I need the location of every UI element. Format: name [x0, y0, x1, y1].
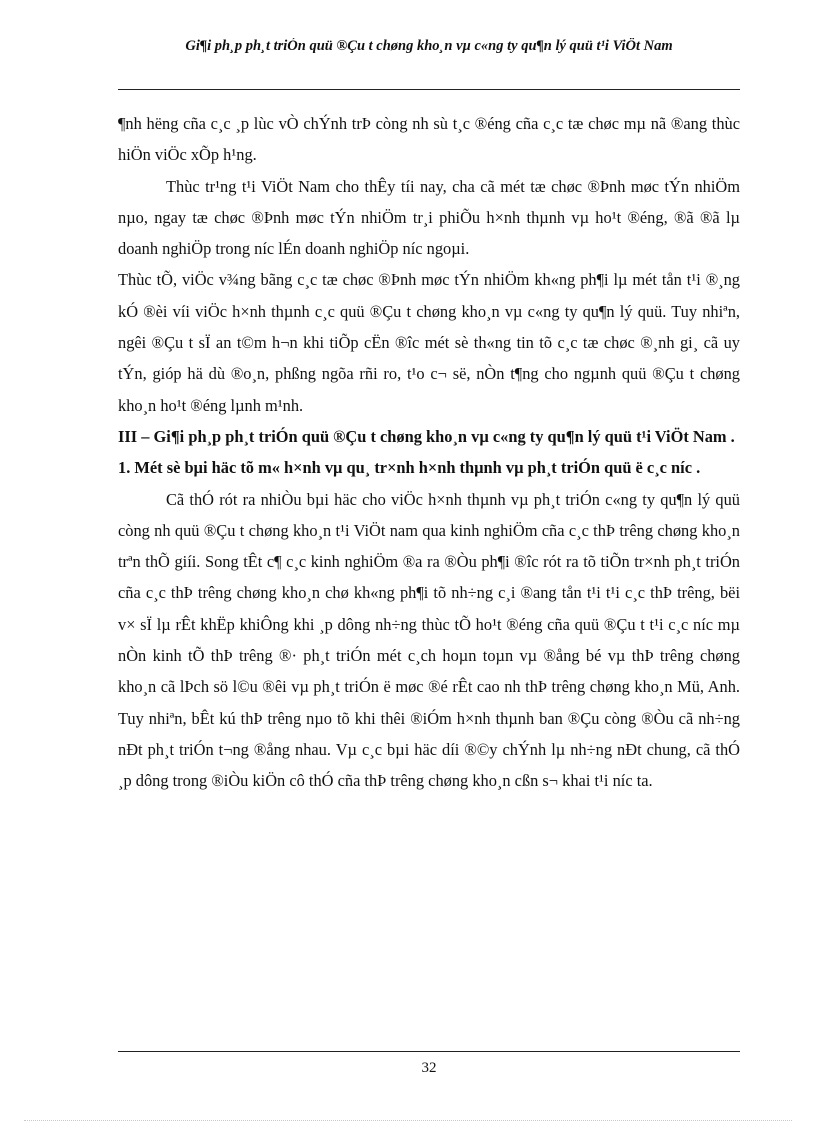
- subsection-heading: 1. Mét sè bµi häc tõ m« h×nh vµ qu¸ tr×nh h×nh thµnh vµ ph¸t triÓn quü ë c¸c níc .: [118, 458, 701, 478]
- running-header: Gi¶i ph¸p ph¸t triÓn quü ®Çu t chøng kho¸n vµ c«ng ty qu¶n lý quü t¹i ViÖt Nam: [185, 38, 673, 54]
- paragraph: ¶nh hëng cña c¸c ¸p lùc vÒ chÝnh trÞ còng nh sù t¸c ®éng cña c¸c tæ chøc mµ nã ®ang thùc hiÖn viÖc xÕp h¹ng.: [118, 114, 740, 165]
- paragraph: Thùc tÕ, viÖc v¾ng bãng c¸c tæ chøc ®Þnh møc tÝn nhiÖm kh«ng ph¶i lµ mét tån t¹i ®¸ng kÓ ®èi víi viÖc h×nh thµnh c¸c quü ®Çu t chøng kho¸n vµ c«ng ty qu¶n lý quü. Tuy nhiªn, ngêi ®Çu t sÏ an t©m h¬n khi tiÕp cËn ®îc mét sè th«ng tin tõ c¸c tæ chøc ®¸nh gi¸ cã uy tÝn, gióp hä dù ®o¸n, phßng ngõa rñi ro, t¹o c¬ së, nÒn t¶ng cho ngµnh quü ®Çu t chøng kho¸n ho¹t ®éng lµnh m¹nh.: [118, 270, 740, 415]
- page-edge-divider: [24, 1120, 792, 1121]
- footer-rule: [118, 1051, 740, 1052]
- section-heading: III – Gi¶i ph¸p ph¸t triÓn quü ®Çu t chøng kho¸n vµ c«ng ty qu¶n lý quü t¹i ViÖt Nam .: [118, 426, 735, 446]
- paragraph: Cã thÓ rót ra nhiÒu bµi häc cho viÖc h×nh thµnh vµ ph¸t triÓn c«ng ty qu¶n lý quü còng nh quü ®Çu t chøng kho¸n t¹i ViÖt nam qua kinh nghiÖm cña c¸c thÞ trêng chøng kho¸n trªn thÕ giíi. Song tÊt c¶ c¸c kinh nghiÖm ®a ra ®Òu ph¶i ®îc rót ra tõ tiÕn tr×nh ph¸t triÓn cña c¸c thÞ trêng chøng kho¸n chø kh«ng ph¶i tõ nh÷ng c¸i ®ang tån t¹i t¹i c¸c thÞ trêng, bëi v× sÏ lµ rÊt khËp khiÔng khi ¸p dông nh÷ng thùc tÕ ho¹t ®éng cña quü ®Çu t t¹i c¸c níc mµ nÒn kinh tÕ thÞ trêng ®· ph¸t triÓn mét c¸ch hoµn toµn vµ ®ång bé vµ thÞ trêng chøng kho¸n cã lÞch sö l©u ®êi vµ ph¸t triÓn ë møc ®é rÊt cao nh thÞ trêng chøng kho¸n Mü, Anh. Tuy nhiªn, bÊt kú thÞ trêng nµo tõ khi thêi ®iÓm h×nh thµnh ban ®Çu còng ®Òu cã nh÷ng nÐt ph¸t triÓn t¬ng ®ång nhau. Vµ c¸c bµi häc díi ®©y chÝnh lµ nh÷ng nÐt chung, cã thÓ ¸p dông trong ®iÒu kiÖn cô thÓ cña thÞ trêng chøng kho¸n cßn s¬ khai t¹i níc ta.: [118, 489, 740, 791]
- header-rule: [118, 89, 740, 90]
- document-body: [118, 108, 740, 797]
- page-number: 32: [421, 1060, 437, 1076]
- paragraph: Thùc tr¹ng t¹i ViÖt Nam cho thÊy tíi nay, cha cã mét tæ chøc ®Þnh møc tÝn nhiÖm nµo, ngay tæ chøc ®Þnh møc tÝn nhiÖm tr¸i phiÕu h×nh thµnh vµ ho¹t ®éng, ®ã ®ã lµ doanh nghiÖp trong níc lÉn doanh nghiÖp níc ngoµi.: [118, 176, 740, 259]
